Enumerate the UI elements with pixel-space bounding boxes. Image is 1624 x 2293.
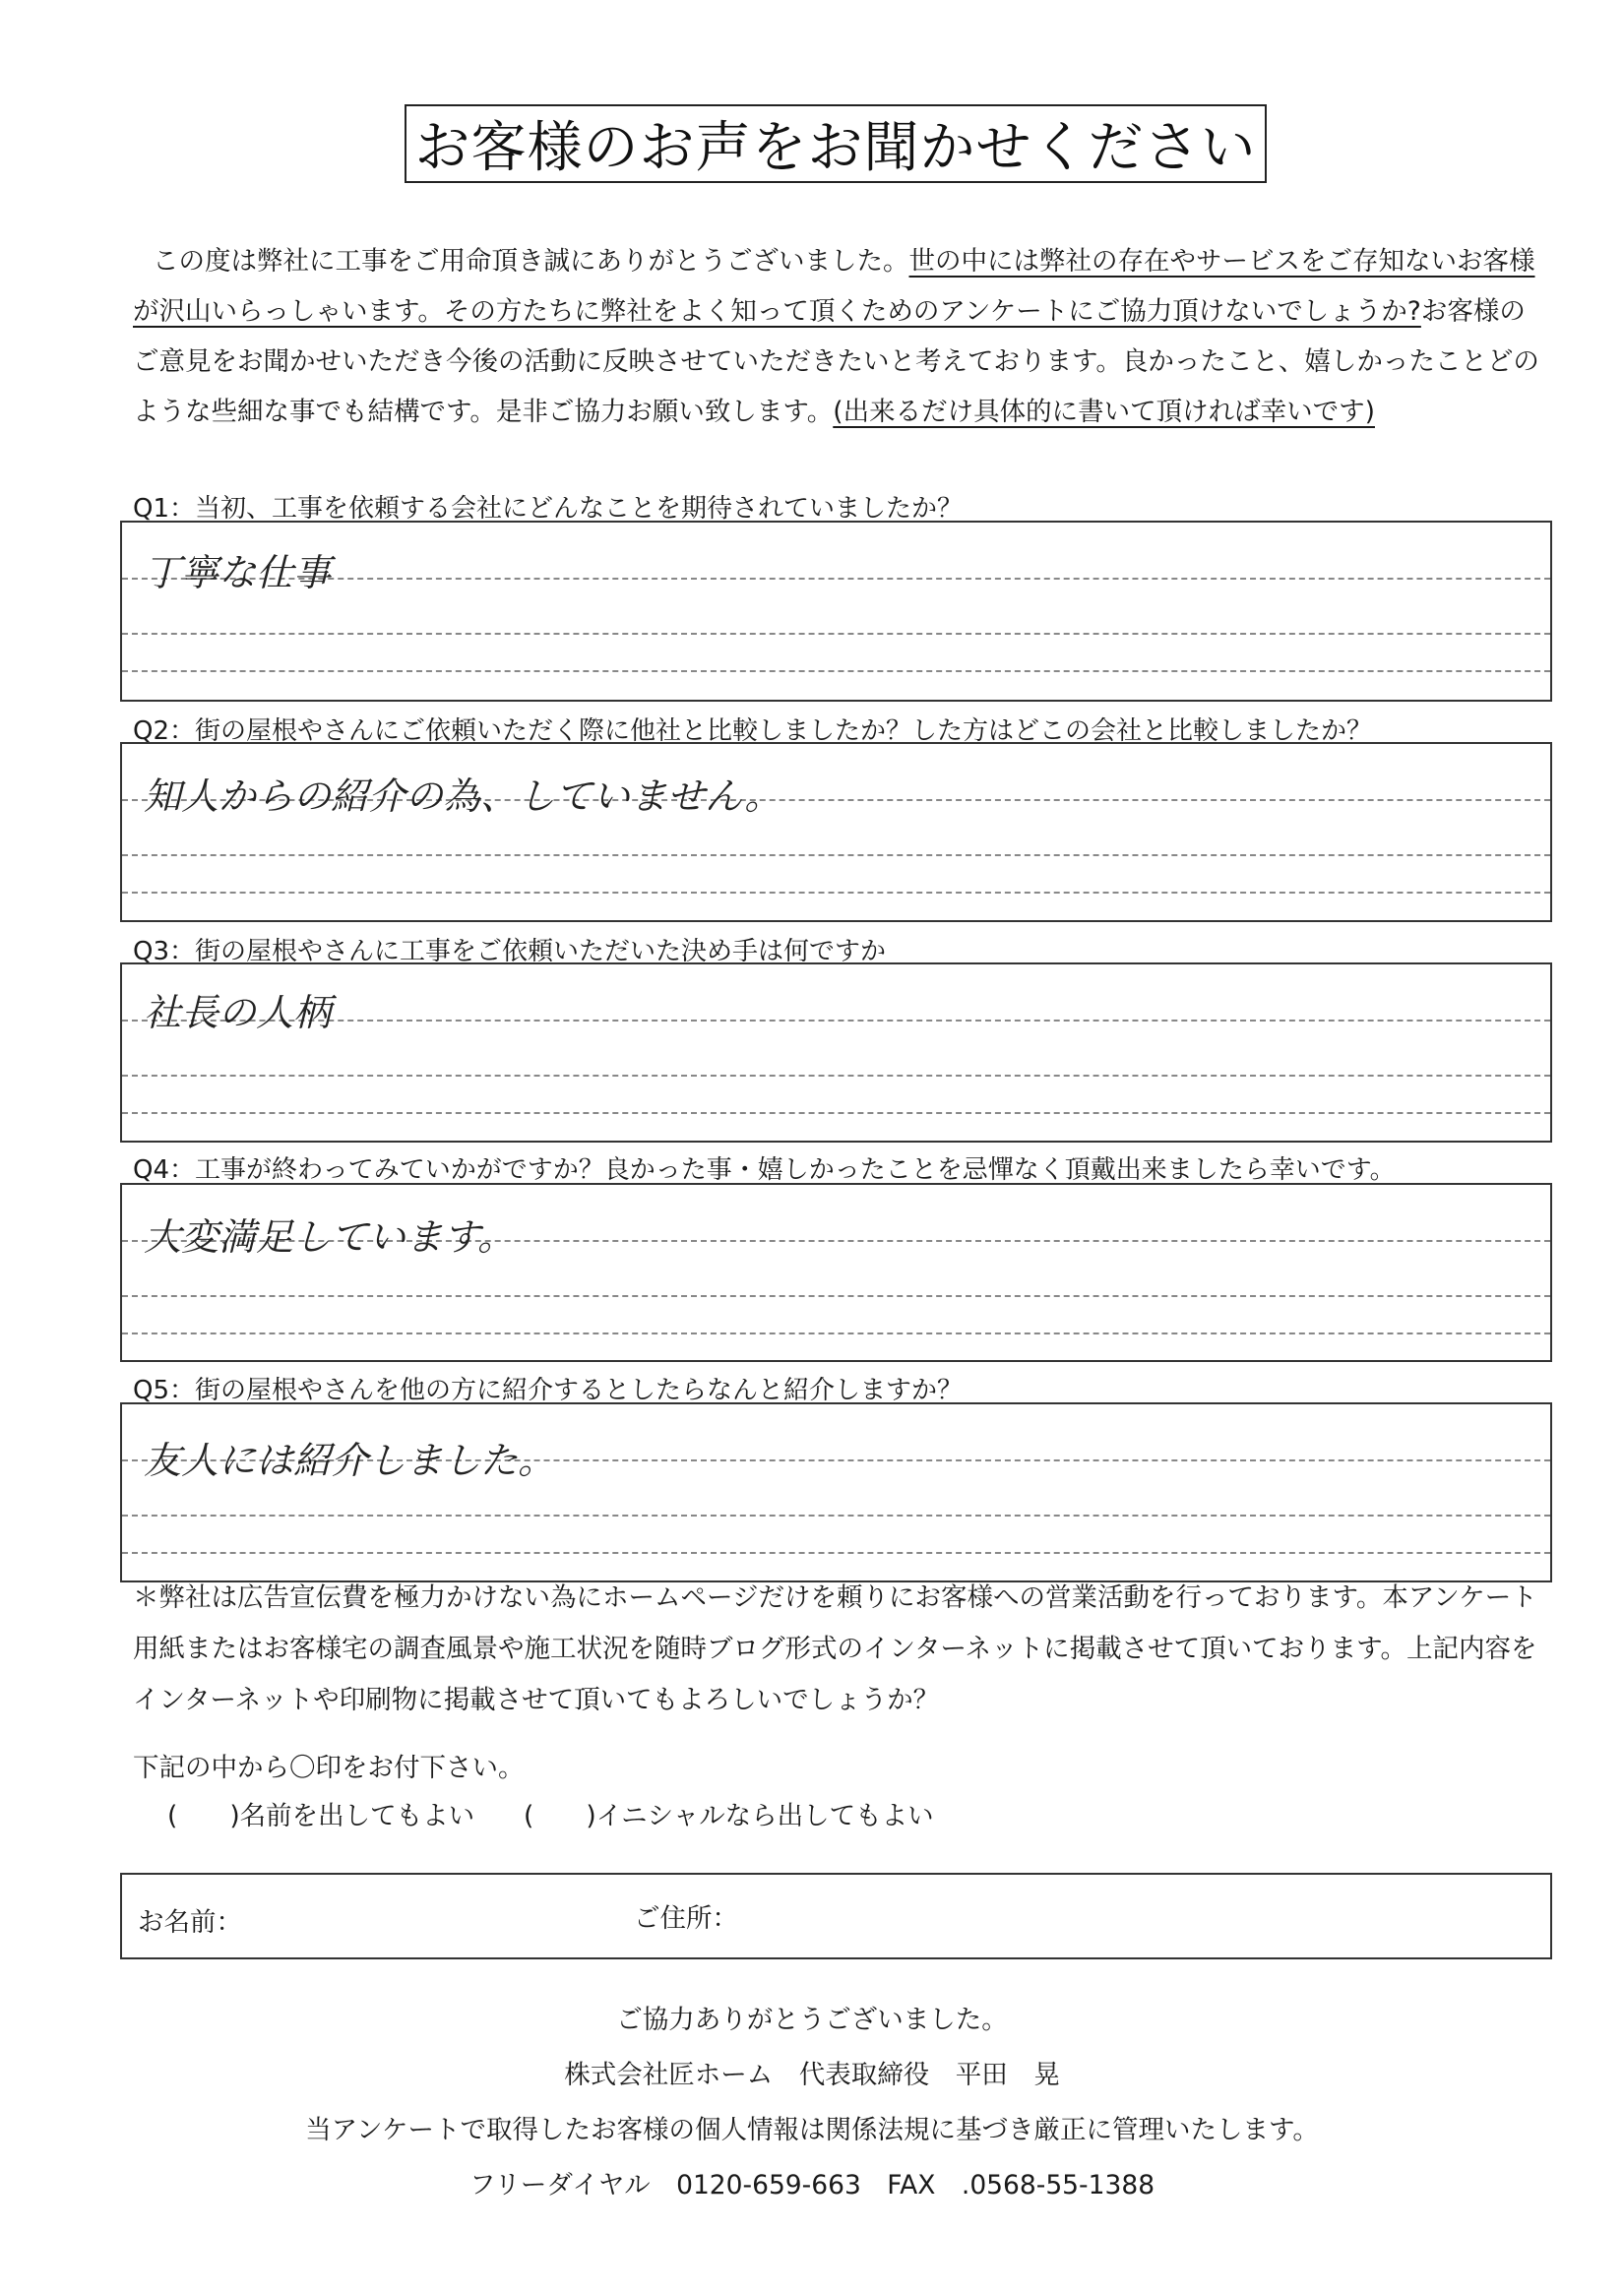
title-box (405, 104, 1267, 183)
question-4-answer: 大変満足しています。 (144, 1215, 515, 1259)
footer-privacy: 当アンケートで取得したお客様の個人情報は関係法規に基づき厳正に管理いたします。 (305, 2115, 1319, 2145)
answer-line (122, 1332, 1550, 1334)
answer-line (122, 670, 1550, 672)
name-field-label: お名前： (138, 1907, 242, 1938)
publication-consent-note: ＊弊社は広告宣伝費を極力かけない為にホームページだけを頼りにお客様への営業活動を行っております。本アンケート用紙またはお客様宅の調査風景や施工状況を随時ブログ形式のインターネットに掲載させて頂いております。上記内容をインターネットや印刷物に掲載させて頂いてもよろしいでしょうか？ (133, 1582, 1537, 1715)
question-5-label: Q5：街の屋根やさんを他の方に紹介するとしたらなんと紹介しますか？ (133, 1376, 964, 1405)
intro-paragraph (133, 236, 1550, 437)
intro-text-3: お客様のご意見をお聞かせいただき今後の活動に反映させていただきたいと考えております。良かったこと、嬉しかったことどのような些細な事でも結構です。是非ご協力お願い致します。 (133, 296, 1539, 427)
question-1-answer-box[interactable] (120, 521, 1552, 702)
question-5-answer-box[interactable] (120, 1402, 1552, 1582)
question-3-answer-box[interactable] (120, 962, 1552, 1143)
consent-option-initials[interactable]: ( )イニシャルなら出してもよい (524, 1801, 934, 1831)
page-title: お客様のお声をお聞かせください (414, 116, 1257, 180)
question-2-answer: 知人からの紹介の為、していません。 (144, 775, 782, 818)
intro-text-2: 世の中には弊社の存在やサービスをご存知ないお客様が沢山いらっしゃいます。その方たちに弊社をよく知って頂くためのアンケートにご協力頂けないでしょうか? (133, 246, 1535, 327)
answer-line (122, 1515, 1550, 1517)
contact-fields-box (120, 1873, 1552, 1959)
answer-line (122, 633, 1550, 635)
answer-line (122, 1075, 1550, 1077)
address-field-label: ご住所： (634, 1903, 738, 1934)
consent-instruction: 下記の中から〇印をお付下さい。 (133, 1753, 525, 1783)
footer-contact: フリーダイヤル 0120-659-663 FAX .0568-55-1388 (468, 2170, 1156, 2200)
footer-company: 株式会社匠ホーム 代表取締役 平田 晃 (564, 2060, 1060, 2090)
question-3-answer: 社長の人柄 (144, 991, 332, 1034)
question-2-answer-box[interactable] (120, 742, 1552, 922)
answer-line (122, 1552, 1550, 1554)
answer-line (122, 578, 1550, 580)
question-3-label: Q3：街の屋根やさんに工事をご依頼いただいた決め手は何ですか (133, 937, 887, 966)
question-2-label: Q2：街の屋根やさんにご依頼いただく際に他社と比較しましたか？した方はどこの会社と比較しましたか？ (133, 716, 1373, 746)
consent-option-name[interactable]: ( )名前を出してもよい (167, 1801, 475, 1831)
answer-line (122, 892, 1550, 894)
intro-text-1: この度は弊社に工事をご用命頂き誠にありがとうございました。 (153, 246, 909, 277)
question-4-answer-box[interactable] (120, 1183, 1552, 1362)
question-1-answer: 丁寧な仕事 (144, 551, 332, 594)
answer-line (122, 854, 1550, 856)
answer-line (122, 1112, 1550, 1114)
question-1-label: Q1：当初、工事を依頼する会社にどんなことを期待されていましたか？ (133, 494, 964, 524)
footer-thanks: ご協力ありがとうございました。 (616, 2005, 1008, 2035)
intro-text-4: (出来るだけ具体的に書いて頂ければ幸いです) (833, 397, 1375, 427)
answer-line (122, 1295, 1550, 1297)
question-4-label: Q4：工事が終わってみていかがですか？良かった事・嬉しかったことを忌憚なく頂戴出来ましたら幸いです。 (133, 1155, 1396, 1185)
question-5-answer: 友人には紹介しました。 (144, 1439, 556, 1482)
answer-line (122, 1020, 1550, 1022)
